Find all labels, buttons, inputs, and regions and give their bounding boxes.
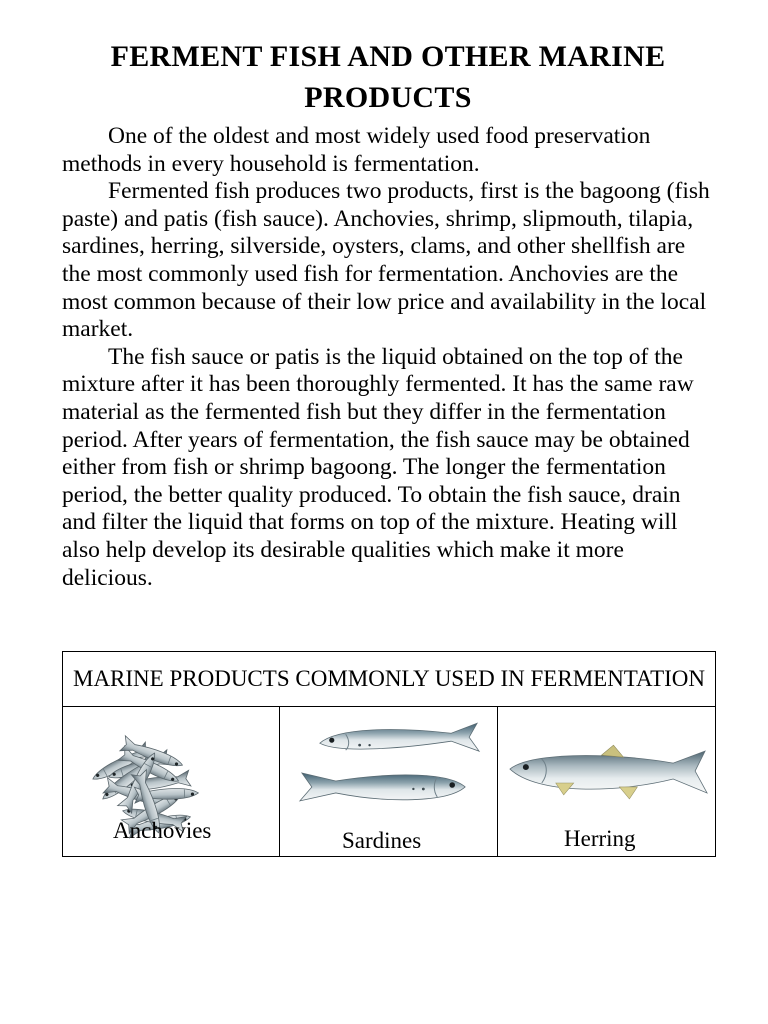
paragraph-intro: One of the oldest and most widely used food preservation methods in every household is fermentation. xyxy=(62,123,651,177)
fish-name-herring: Herring xyxy=(564,826,636,851)
page-title: FERMENT FISH AND OTHER MARINE PRODUCTS xyxy=(110,40,666,114)
fish-name-sardines: Sardines xyxy=(342,828,422,853)
anchovies-cell xyxy=(63,707,280,857)
herring-cell xyxy=(498,707,716,857)
paragraph-products: Fermented fish produces two products, first is the bagoong (fish paste) and patis (fish sauce). Anchovies, shrimp, slipmouth, tilapia, sardines, herring, silverside, oysters, clams, and other shellfish are the most commonly used fish for fermentation. Anchovies are the most common because of their low price and availability in the local market. xyxy=(62,178,710,343)
paragraph-fish-sauce: The fish sauce or patis is the liquid obtained on the top of the mixture after it has been thoroughly fermented. It has the same raw material as the fermented fish but they differ in the fermentation period. After years of fermentation, the fish sauce may be obtained either from fish or shrimp bagoong. The longer the fermentation period, the better quality produced. To obtain the fish sauce, drain and filter the liquid that forms on top of the mixture. Heating will also help develop its desirable qualities which make it more delicious. xyxy=(62,343,694,591)
fish-name-anchovies: Anchovies xyxy=(113,818,212,843)
table-title: MARINE PRODUCTS COMMONLY USED IN FERMENTATION xyxy=(63,652,716,707)
body-text xyxy=(62,123,714,592)
sardines-cell xyxy=(280,707,498,857)
marine-products-table xyxy=(62,651,716,857)
table-header-row xyxy=(63,652,716,707)
table-row xyxy=(63,707,716,857)
document-page xyxy=(62,36,714,592)
